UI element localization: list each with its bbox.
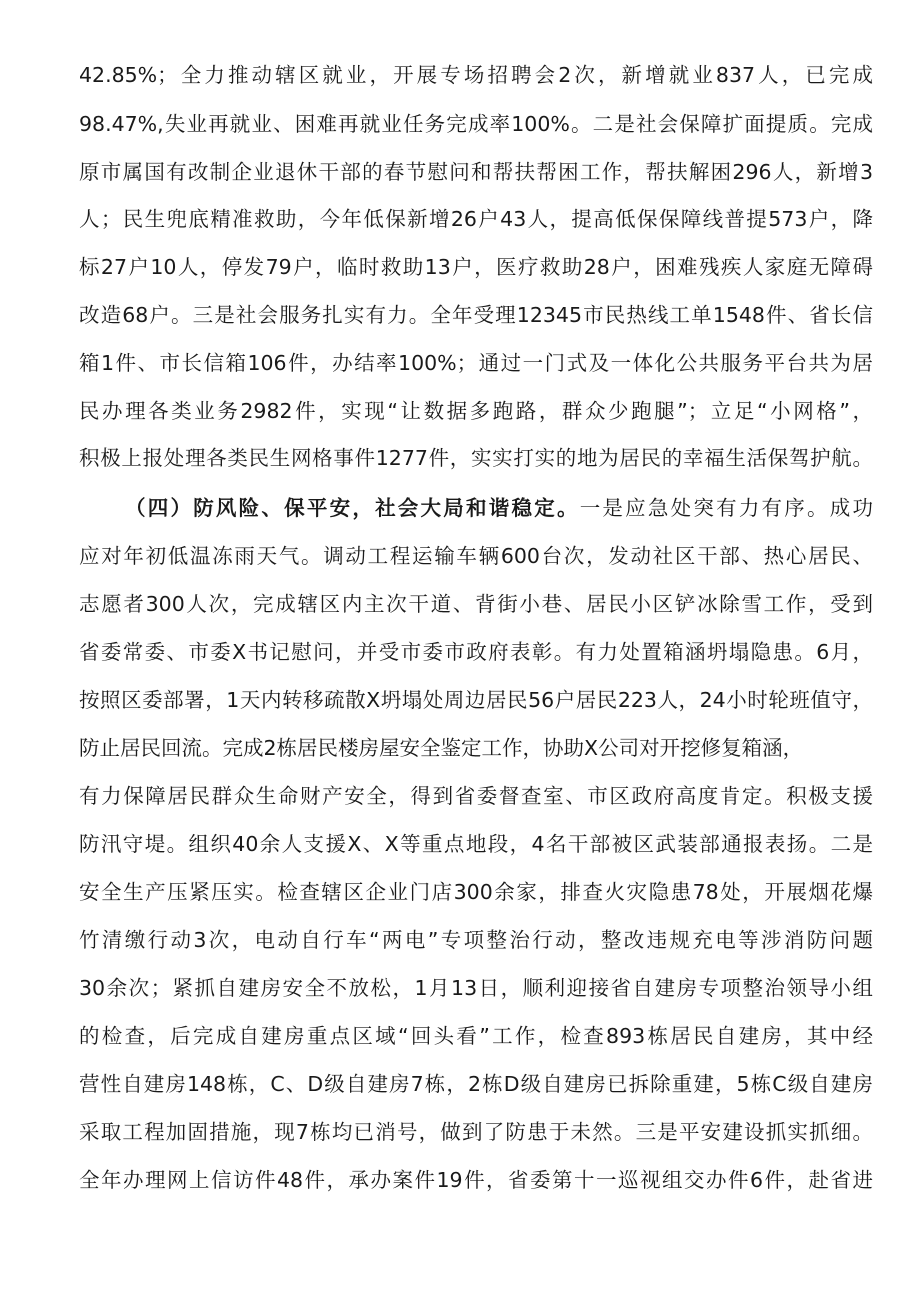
text-line: 采取工程加固措施，现7栋均已消号，做到了防患于未然。三是平安建设抓实抓细。 bbox=[79, 1120, 873, 1144]
text-line: 箱1件、市长信箱106件，办结率100%；通过一门式及一体化公共服务平台共为居 bbox=[79, 351, 873, 375]
text-line: 省委常委、市委X书记慰问，并受市委市政府表彰。有力处置箱涵坍塌隐患。6月， bbox=[79, 640, 873, 664]
text-line: 42.85%；全力推动辖区就业，开展专场招聘会2次，新增就业837人，已完成 bbox=[79, 63, 873, 87]
text-line: 的检查，后完成自建房重点区域“回头看”工作，检查893栋居民自建房，其中经 bbox=[79, 1024, 873, 1048]
text-line: 98.47%,失业再就业、困难再就业任务完成率100%。二是社会保障扩面提质。完成 bbox=[79, 112, 873, 136]
text-line: 竹清缴行动3次，电动自行车“两电”专项整治行动，整改违规充电等涉消防问题 bbox=[79, 928, 873, 952]
text-line: 全年办理网上信访件48件，承办案件19件，省委第十一巡视组交办件6件，赴省进 bbox=[79, 1168, 873, 1192]
text-line: 志愿者300人次，完成辖区内主次干道、背街小巷、居民小区铲冰除雪工作，受到 bbox=[79, 592, 873, 616]
text-line: 防止居民回流。完成2栋居民楼房屋安全鉴定工作，协助X公司对开挖修复箱涵， bbox=[79, 736, 804, 760]
text-line: 民办理各类业务2982件，实现“让数据多跑路，群众少跑腿”；立足“小网格”， bbox=[79, 399, 873, 423]
text-line: 应对年初低温冻雨天气。调动工程运输车辆600台次，发动社区干部、热心居民、 bbox=[79, 544, 873, 568]
text-line: 安全生产压紧压实。检查辖区企业门店300余家，排查火灾隐患78处，开展烟花爆 bbox=[79, 880, 873, 904]
section-heading-title: （四）防风险、保平安，社会大局和谐稳定。 bbox=[125, 496, 580, 520]
text-line: 有力保障居民群众生命财产安全，得到省委督查室、市区政府高度肯定。积极支援 bbox=[79, 784, 873, 808]
text-line: 营性自建房148栋，C、D级自建房7栋，2栋D级自建房已拆除重建，5栋C级自建房 bbox=[79, 1072, 873, 1096]
text-line: 原市属国有改制企业退休干部的春节慰问和帮扶帮困工作，帮扶解困296人，新增3 bbox=[79, 160, 873, 184]
text-line: 人；民生兜底精准救助，今年低保新增26户43人，提高低保保障线普提573户，降 bbox=[79, 207, 873, 231]
text-line: 按照区委部署，1天内转移疏散X坍塌处周边居民56户居民223人，24小时轮班值守， bbox=[79, 688, 873, 712]
text-line: 改造68户。三是社会服务扎实有力。全年受理12345市民热线工单1548件、省长信 bbox=[79, 303, 873, 327]
text-line: 标27户10人，停发79户，临时救助13户，医疗救助28户，困难残疾人家庭无障碍 bbox=[79, 255, 873, 279]
text-line: 30余次；紧抓自建房安全不放松，1月13日，顺利迎接省自建房专项整治领导小组 bbox=[79, 976, 873, 1000]
section-heading bbox=[125, 488, 873, 528]
text-line: 防汛守堤。组织40余人支援X、X等重点地段，4名干部被区武装部通报表扬。二是 bbox=[79, 832, 873, 856]
text-line: 积极上报处理各类民生网格事件1277件，实实打实的地为居民的幸福生活保驾护航。 bbox=[79, 446, 873, 470]
section-heading-text: 一是应急处突有力有序。成功 bbox=[579, 496, 873, 520]
